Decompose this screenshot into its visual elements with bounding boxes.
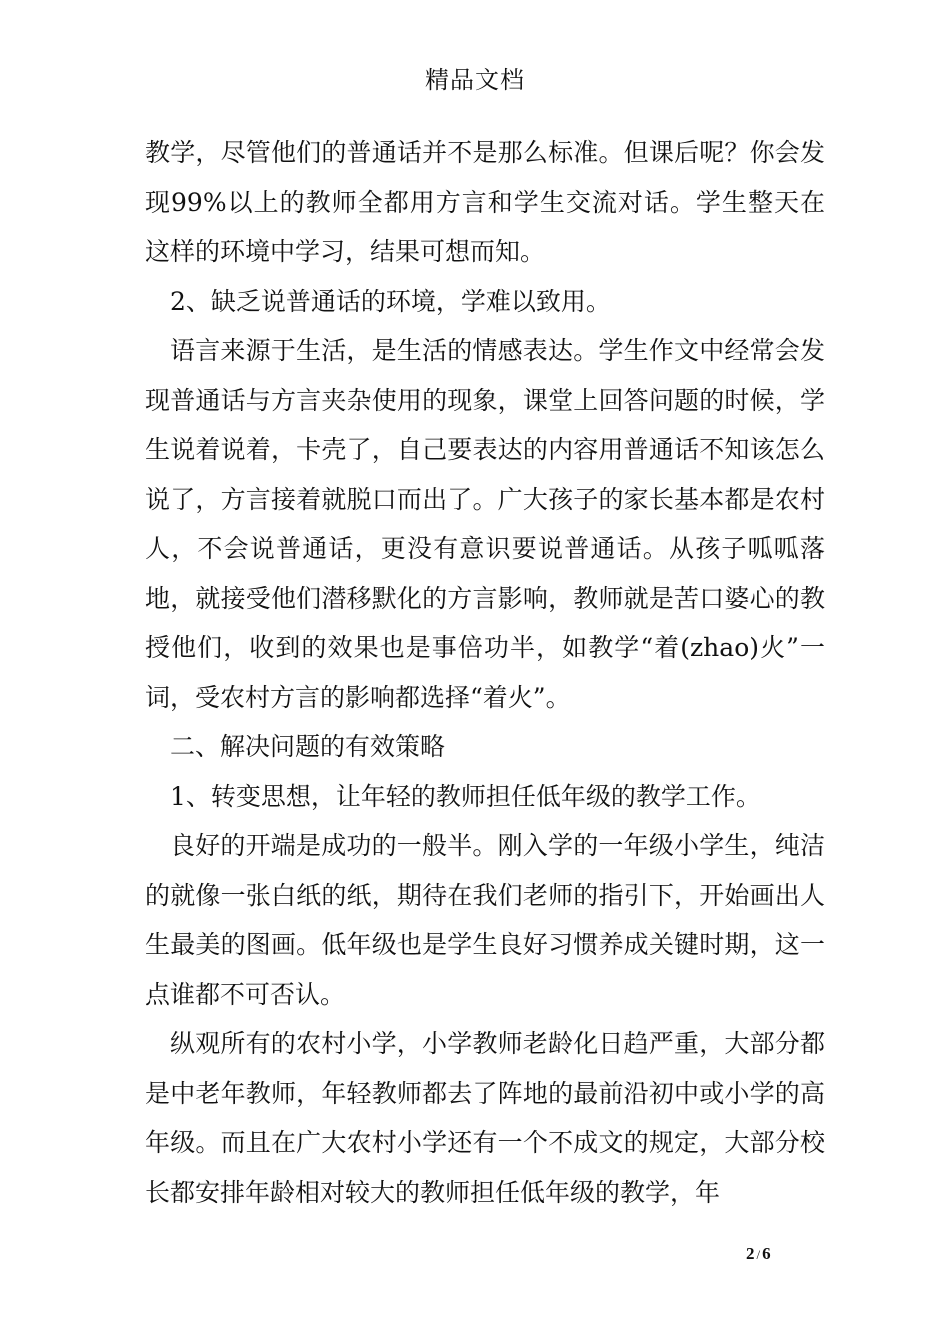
total-pages: 6 [762, 1244, 771, 1263]
page-separator: / [756, 1247, 761, 1262]
paragraph: 纵观所有的农村小学，小学教师老龄化日趋严重，大部分都是中老年教师，年轻教师都去了阵地的最前沿初中或小学的高年级。而且在广大农村小学还有一个不成文的规定，大部分校长都安排年龄相对较大的教师担任低年级的教学，年 [145, 1029, 825, 1207]
document-body [145, 128, 825, 1217]
paragraph: 良好的开端是成功的一般半。刚入学的一年级小学生，纯洁的就像一张白纸的纸，期待在我们老师的指引下，开始画出人生最美的图画。低年级也是学生良好习惯养成关键时期，这一点谁都不可否认。 [145, 831, 825, 1009]
page-number [746, 1242, 771, 1267]
paragraph: 2、缺乏说普通话的环境，学难以致用。 [170, 286, 611, 316]
paragraph: 语言来源于生活，是生活的情感表达。学生作文中经常会发现普通话与方言夹杂使用的现象，课堂上回答问题的时候，学生说着说着，卡壳了，自己要表达的内容用普通话不知该怎么说了，方言接着就脱口而出了。广大孩子的家长基本都是农村人，不会说普通话，更没有意识要说普通话。从孩子呱呱落地，就接受他们潜移默化的方言影响，教师就是苦口婆心的教授他们，收到的效果也是事倍功半，如教学“着(zhao)火”一词，受农村方言的影响都选择“着火”。 [145, 336, 825, 712]
current-page: 2 [746, 1244, 755, 1263]
paragraph: 教学，尽管他们的普通话并不是那么标准。但课后呢？你会发现99%以上的教师全都用方言和学生交流对话。学生整天在这样的环境中学习，结果可想而知。 [145, 138, 825, 266]
section-heading: 二、解决问题的有效策略 [170, 732, 446, 761]
header-title: 精品文档 [425, 66, 525, 94]
subsection-heading: 1、转变思想，让年轻的教师担任低年级的教学工作。 [170, 781, 761, 811]
page-header [0, 62, 950, 98]
